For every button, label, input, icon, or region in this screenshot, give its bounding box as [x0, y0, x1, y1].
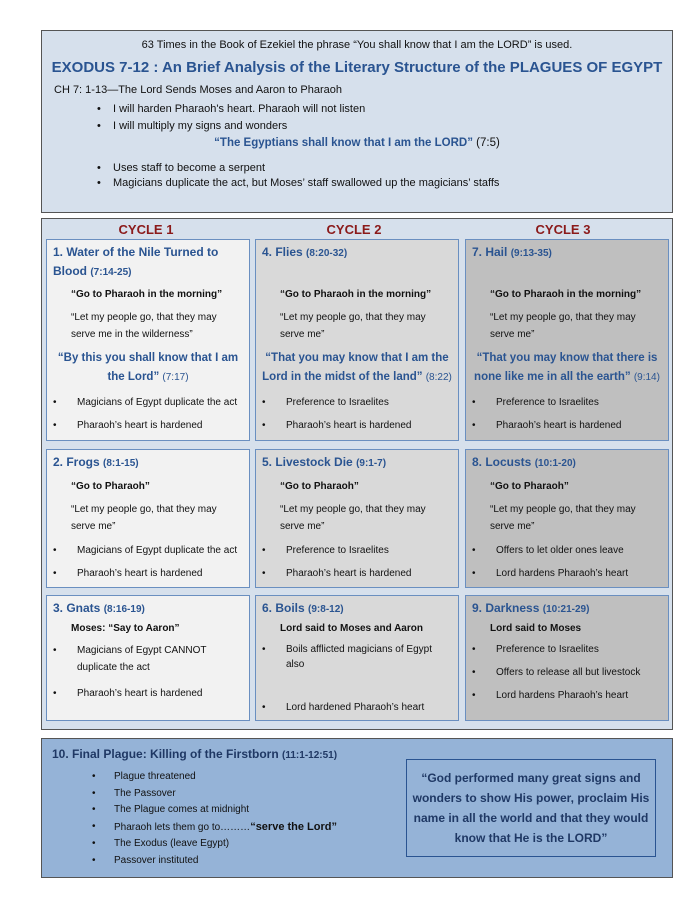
list-item: • Preference to Israelites: [262, 395, 452, 410]
plague-demand: “Let my people go, that they may serve me”: [490, 504, 636, 532]
intro-bullets-a: [97, 101, 672, 135]
plague-card-flies: [255, 239, 459, 441]
cycle-2-header: CYCLE 2: [326, 222, 382, 237]
plague-name: 7. Hail: [472, 245, 508, 259]
plague-card-frogs: [46, 449, 250, 588]
list-item-text: Pharaoh lets them go to………: [114, 821, 251, 833]
plague-demand: “Let my people go, that they may serve me in the wilderness”: [71, 312, 217, 340]
plague-name: 4. Flies: [262, 245, 303, 259]
plague-ref: (8:20-32): [306, 248, 348, 259]
intro-quote-ref: (7:5): [476, 137, 500, 149]
plague-bullets: [466, 395, 668, 433]
list-item: • Boils afflicted magicians of Egypt also: [262, 642, 452, 672]
list-item: • Plague threatened: [92, 769, 672, 786]
plague-title: [262, 599, 454, 619]
list-item: • Offers to let older ones leave: [472, 543, 662, 558]
list-item: • Magicians of Egypt duplicate the act: [53, 395, 243, 410]
plague-bullets: [256, 642, 458, 715]
plague-bullets: [466, 642, 668, 703]
plague-bullets: [47, 395, 249, 433]
plague-bullets: [256, 395, 458, 433]
list-item: • The Plague comes at midnight: [92, 802, 672, 819]
plague-title: [472, 243, 664, 263]
plague-command: Lord said to Moses: [490, 623, 582, 634]
plague-demand: “Let my people go, that they may serve me”: [490, 312, 636, 340]
cycle-1-header: CYCLE 1: [118, 222, 174, 237]
plague-title: [53, 243, 245, 282]
final-title-text: 10. Final Plague: Killing of the Firstborn: [52, 747, 279, 761]
know-text: “By this you shall know that I am the Lord”: [57, 352, 239, 383]
plague-command: Moses: “Say to Aaron”: [71, 623, 180, 634]
list-item: • Magicians of Egypt duplicate the act: [53, 543, 243, 558]
plague-command: “Go to Pharaoh”: [71, 481, 150, 492]
plague-name: 8. Locusts: [472, 455, 532, 469]
plague-card-hail: [465, 239, 669, 441]
plague-title: [53, 453, 245, 473]
final-quote-box: “God performed many great signs and wonders to show His power, proclaim His name in all the world and that they would know that He is the LORD”: [406, 759, 656, 857]
plague-name: 1. Water of the Nile Turned to Blood: [53, 245, 219, 278]
plague-ref: (8:16-19): [103, 604, 145, 615]
intro-quote: [42, 137, 672, 149]
final-plague-panel: [41, 738, 673, 878]
plague-bullets: [47, 543, 249, 581]
intro-bullets-b: [97, 161, 672, 191]
know-ref: (8:22): [425, 372, 452, 383]
plague-title: [262, 243, 454, 263]
plague-ref: (7:14-25): [90, 267, 132, 278]
intro-panel: [41, 30, 673, 213]
list-item: • Magicians duplicate the act, but Moses’ staff swallowed up the magicians’ staffs: [97, 176, 672, 191]
plague-card-gnats: [46, 595, 250, 721]
plague-command: “Go to Pharaoh in the morning”: [490, 289, 642, 300]
page-title: EXODUS 7-12 : An Brief Analysis of the Literary Structure of the PLAGUES OF EGYPT: [51, 59, 663, 76]
final-title-ref: (11:1-12:51): [282, 750, 338, 761]
plague-bullets: [47, 642, 249, 701]
list-item: • Pharaoh’s heart is hardened: [53, 686, 243, 701]
plague-command: “Go to Pharaoh”: [280, 481, 359, 492]
list-item: • Magicians of Egypt CANNOT duplicate the act: [53, 642, 243, 676]
plague-demand: “Let my people go, that they may serve me”: [280, 504, 426, 532]
plague-name: 6. Boils: [262, 601, 305, 615]
plague-title: [472, 453, 664, 473]
know-text: “That you may know that there is none like me in all the earth”: [474, 352, 658, 383]
list-item: • Pharaoh’s heart is hardened: [53, 418, 243, 433]
plague-card-boils: [255, 595, 459, 721]
list-item: • Pharaoh’s heart is hardened: [472, 418, 662, 433]
plague-card-darkness: [465, 595, 669, 721]
list-item: • Uses staff to become a serpent: [97, 161, 672, 176]
plague-name: 5. Livestock Die: [262, 455, 353, 469]
list-item: • Passover instituted: [92, 853, 672, 870]
chapter-intro: CH 7: 1-13—The Lord Sends Moses and Aaron to Pharaoh: [54, 84, 343, 96]
plague-title: [262, 453, 454, 473]
plague-demand: “Let my people go, that they may serve me”: [280, 312, 426, 340]
plague-ref: (9:1-7): [356, 458, 387, 469]
plague-command: “Go to Pharaoh”: [490, 481, 569, 492]
plague-bullets: [256, 543, 458, 581]
plague-know-quote: [53, 349, 243, 387]
ezekiel-note: 63 Times in the Book of Ezekiel the phrase “You shall know that I am the LORD” is used.: [141, 39, 573, 51]
plague-ref: (8:1-15): [103, 458, 139, 469]
plague-card-livestock: [255, 449, 459, 588]
plague-command: “Go to Pharaoh in the morning”: [71, 289, 223, 300]
list-item: • Lord hardens Pharaoh’s heart: [472, 566, 662, 581]
plague-title: [472, 599, 664, 619]
list-item: • Preference to Israelites: [472, 395, 662, 410]
list-item: • Pharaoh’s heart is hardened: [262, 418, 452, 433]
know-ref: (7:17): [162, 372, 189, 383]
list-item: • The Passover: [92, 786, 672, 803]
plague-name: 3. Gnats: [53, 601, 101, 615]
list-item: • I will multiply my signs and wonders: [97, 118, 672, 135]
list-item: • Pharaoh’s heart is hardened: [262, 566, 452, 581]
know-ref: (9:14): [633, 372, 660, 383]
plague-bullets: [466, 543, 668, 581]
plague-command: Lord said to Moses and Aaron: [280, 623, 423, 634]
plague-ref: (10:1-20): [534, 458, 576, 469]
plague-know-quote: [262, 349, 452, 387]
list-item: • I will harden Pharaoh's heart. Pharaoh will not listen: [97, 101, 672, 118]
plague-card-locusts: [465, 449, 669, 588]
plague-ref: (10:21-29): [542, 604, 590, 615]
list-item: • The Exodus (leave Egypt): [92, 836, 672, 853]
plague-card-blood: [46, 239, 250, 441]
plague-command: “Go to Pharaoh in the morning”: [280, 289, 432, 300]
list-item: • Lord hardened Pharaoh’s heart: [262, 700, 452, 715]
plague-name: 2. Frogs: [53, 455, 100, 469]
list-item: • Offers to release all but livestock: [472, 665, 662, 680]
cycle-3-header: CYCLE 3: [535, 222, 591, 237]
cycles-panel: [41, 218, 673, 730]
serve-the-lord: “serve the Lord”: [250, 820, 337, 833]
intro-quote-text: “The Egyptians shall know that I am the LORD”: [214, 137, 473, 149]
plague-name: 9. Darkness: [472, 601, 540, 615]
plague-ref: (9:8-12): [308, 604, 344, 615]
list-item: • Lord hardens Pharaoh’s heart: [472, 688, 662, 703]
list-item: • Pharaoh’s heart is hardened: [53, 566, 243, 581]
list-item: • Preference to Israelites: [472, 642, 662, 657]
plague-demand: “Let my people go, that they may serve me”: [71, 504, 217, 532]
plague-ref: (9:13-35): [510, 248, 552, 259]
plague-title: [53, 599, 245, 619]
plague-know-quote: [472, 349, 662, 387]
know-text: “That you may know that I am the Lord in the midst of the land”: [262, 352, 449, 383]
list-item: • Preference to Israelites: [262, 543, 452, 558]
